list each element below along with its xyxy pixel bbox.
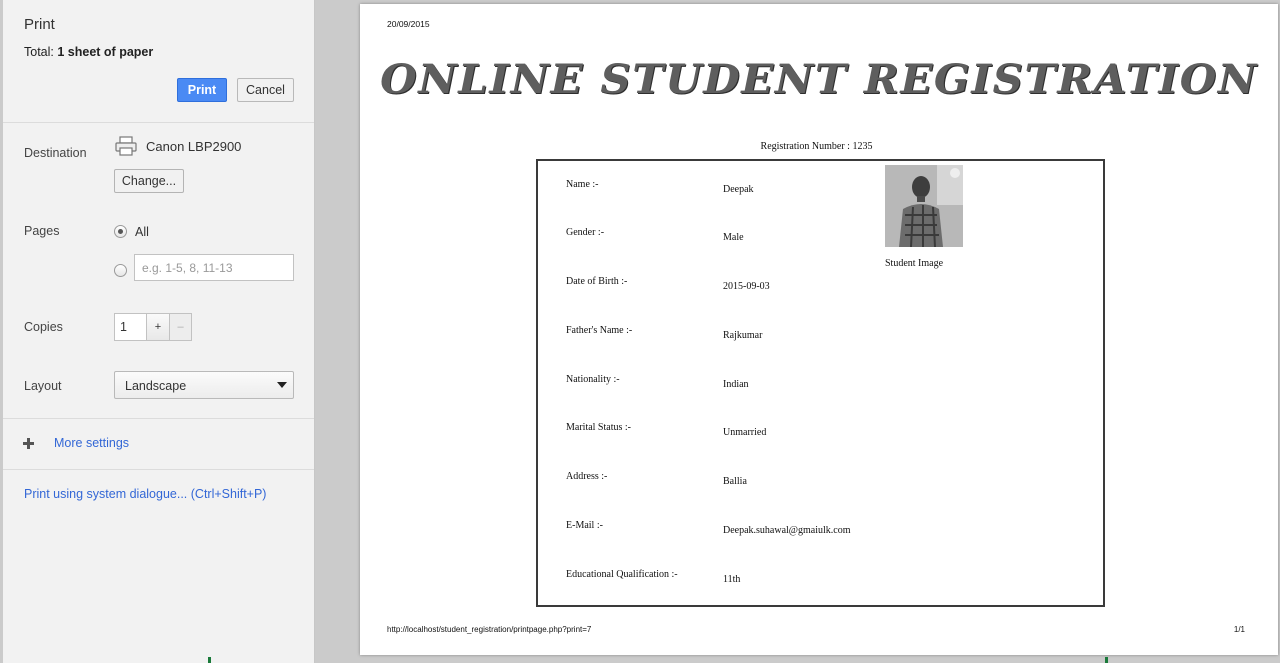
student-details-box: [536, 159, 1105, 607]
field-email-value: Deepak.suhawal@gmaiulk.com: [723, 525, 851, 536]
field-father-label: Father's Name :-: [566, 325, 633, 336]
print-button[interactable]: Print: [177, 78, 227, 102]
change-destination-button[interactable]: Change...: [114, 169, 184, 193]
page-date: 20/09/2015: [387, 19, 430, 29]
pages-custom-radio[interactable]: [114, 264, 127, 277]
field-qualification-label: Educational Qualification :-: [566, 569, 678, 580]
pages-all-label[interactable]: All: [135, 225, 149, 239]
field-dob-value: 2015-09-03: [723, 281, 770, 292]
field-name-value: Deepak: [723, 184, 754, 195]
total-label: Total:: [24, 45, 54, 59]
total-summary: [24, 45, 153, 59]
field-name-label: Name :-: [566, 179, 599, 190]
field-email-label: E-Mail :-: [566, 520, 603, 531]
pages-label: Pages: [24, 224, 60, 238]
more-settings-section: [3, 418, 314, 470]
copies-stepper: [114, 313, 192, 341]
pages-all-radio[interactable]: [114, 225, 127, 238]
copies-decrement-button[interactable]: –: [169, 314, 191, 340]
system-dialog-link[interactable]: Print using system dialogue... (Ctrl+Shift+P): [24, 487, 267, 501]
more-settings-link[interactable]: More settings: [54, 436, 130, 450]
field-address-label: Address :-: [566, 471, 608, 482]
field-marital-value: Unmarried: [723, 427, 767, 438]
layout-select[interactable]: [114, 371, 294, 399]
chevron-down-icon: [277, 382, 287, 388]
student-image-caption: Student Image: [885, 258, 944, 269]
layout-label: Layout: [24, 379, 62, 393]
field-marital-label: Marital Status :-: [566, 422, 631, 433]
field-nationality-label: Nationality :-: [566, 374, 620, 385]
panel-title: Print: [24, 16, 55, 33]
total-value: 1 sheet of paper: [57, 45, 154, 59]
printer-icon: [115, 136, 137, 156]
field-gender-label: Gender :-: [566, 227, 605, 238]
field-nationality-value: Indian: [723, 379, 749, 390]
copies-input[interactable]: 1: [120, 320, 127, 334]
copies-increment-button[interactable]: +: [146, 314, 169, 340]
page-footer-url: http://localhost/student_registration/printpage.php?print=7: [387, 625, 592, 634]
field-address-value: Ballia: [723, 476, 747, 487]
field-gender-value: Male: [723, 232, 744, 243]
page-number: 1/1: [1233, 625, 1245, 634]
printer-name: Canon LBP2900: [146, 139, 242, 154]
window-edge-marker: [1105, 657, 1108, 663]
panel-header: [3, 0, 314, 123]
cancel-button[interactable]: Cancel: [237, 78, 294, 102]
field-dob-label: Date of Birth :-: [566, 276, 628, 287]
window-edge-marker: [208, 657, 211, 663]
plus-icon[interactable]: [23, 438, 34, 449]
destination-label: Destination: [24, 146, 87, 160]
print-settings-panel: [3, 0, 315, 663]
page-heading: ONLINE STUDENT REGISTRATION: [380, 56, 1258, 103]
copies-label: Copies: [24, 320, 63, 334]
field-qualification-value: 11th: [723, 574, 741, 585]
registration-number: Registration Number : 1235: [760, 141, 873, 152]
layout-selected-value: Landscape: [125, 379, 187, 393]
print-preview-page: [360, 4, 1278, 655]
field-father-value: Rajkumar: [723, 330, 763, 341]
student-photo: [885, 165, 963, 247]
pages-range-input[interactable]: [134, 254, 294, 281]
